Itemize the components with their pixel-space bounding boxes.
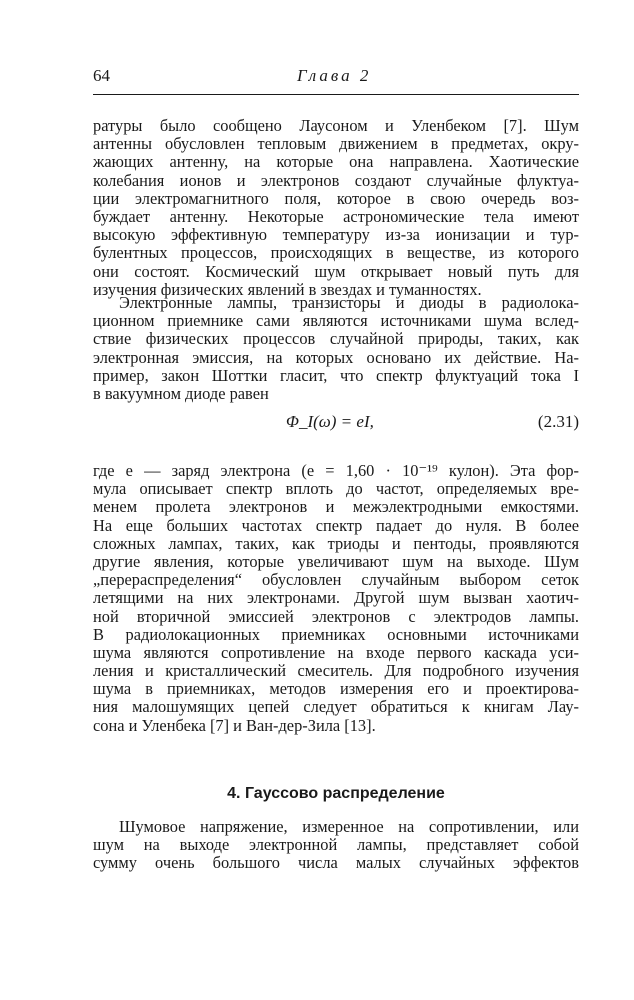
text-line: шум на выходе электронной лампы, представляет собой xyxy=(93,835,579,855)
text-line: жающих антенну, на которые она направлена. Хаотические xyxy=(93,152,579,172)
text-line: где e — заряд электрона (e = 1,60 · 10⁻¹⁹ кулон). Эта фор- xyxy=(93,461,579,480)
text-line: ратуры было сообщено Лаусоном и Уленбеком [7]. Шум xyxy=(93,116,579,135)
page-header xyxy=(93,66,579,88)
text-line: ционном приемнике сами являются источниками шума вслед- xyxy=(93,311,579,331)
text-line: Шумовое напряжение, измеренное на сопротивлении, или xyxy=(119,817,579,836)
text-line: ции электромагнитного поля, которое в свою очередь воз- xyxy=(93,188,579,208)
header-rule xyxy=(93,94,579,95)
text-line: они состоят. Космический шум открывает новый путь для xyxy=(93,261,579,281)
paragraph-4 xyxy=(93,818,579,873)
text-line: высокую эффективную температуру из-за ионизации и тур- xyxy=(93,225,579,245)
text-line: булентных процессов, происходящих в веществе, из которого xyxy=(93,243,579,263)
paragraph-2 xyxy=(93,294,579,403)
text-line: сона и Уленбека [7] и Ван-дер-Зила [13]. xyxy=(93,715,376,735)
text-line: менем пролета электронов и межэлектродными емкостями. xyxy=(93,497,579,517)
text-line: Электронные лампы, транзисторы и диоды в радиолока- xyxy=(119,293,579,312)
text-line: ния малошумящих цепей следует обратиться к книгам Лау- xyxy=(93,697,579,717)
text-line: колебания ионов и электронов создают случайные флуктуа- xyxy=(93,170,579,190)
page-number: 64 xyxy=(93,66,110,85)
text-line: „перераспределения“ обусловлен случайным выбором сеток xyxy=(93,570,579,590)
formula: Φ_I(ω) = eI, xyxy=(286,412,374,431)
running-head: Глава 2 xyxy=(297,66,372,85)
text-line: На еще больших частотах спектр падает до нуля. В более xyxy=(93,515,579,535)
equation-number: (2.31) xyxy=(537,412,579,431)
text-line: электронная эмиссия, на которых основано их действие. На- xyxy=(93,347,579,367)
text-line: изучения физических явлений в звездах и туманностях. xyxy=(93,279,482,299)
text-line: В радиолокационных приемниках основными источниками xyxy=(93,624,579,644)
text-line: в вакуумном диоде равен xyxy=(93,383,269,403)
text-line: ной вторичной эмиссией электронов с электродов лампы. xyxy=(93,606,579,626)
section-heading: 4. Гауссово распределение xyxy=(227,785,445,802)
text-line: пример, закон Шоттки гласит, что спектр флуктуаций тока I xyxy=(93,365,579,385)
text-line: сложных лампах, таких, как триоды и пентоды, проявляются xyxy=(93,533,579,553)
text-line: мула описывает спектр вплоть до частот, определяемых вре- xyxy=(93,479,579,499)
text-line: другие явления, которые увеличивают шум на выходе. Шум xyxy=(93,551,579,571)
paragraph-1 xyxy=(93,117,579,299)
text-line: сумму очень большого числа малых случайных эффектов xyxy=(93,853,579,873)
text-line: антенны обусловлен тепловым движением в предметах, окру- xyxy=(93,134,579,154)
formula-row xyxy=(93,412,579,436)
text-line: шума в приемниках, методов измерения его и проектирова- xyxy=(93,679,579,699)
text-line: летящими на них электронами. Другой шум вызван хаотич- xyxy=(93,588,579,608)
text-line: шума являются сопротивление на входе первого каскада уси- xyxy=(93,642,579,662)
paragraph-3 xyxy=(93,462,579,735)
text-line: ления и кристаллический смеситель. Для подробного изучения xyxy=(93,661,579,681)
text-line: ствие физических процессов случайной природы, таких, как xyxy=(93,329,579,349)
text-line: буждает антенну. Некоторые астрономические тела имеют xyxy=(93,206,579,226)
